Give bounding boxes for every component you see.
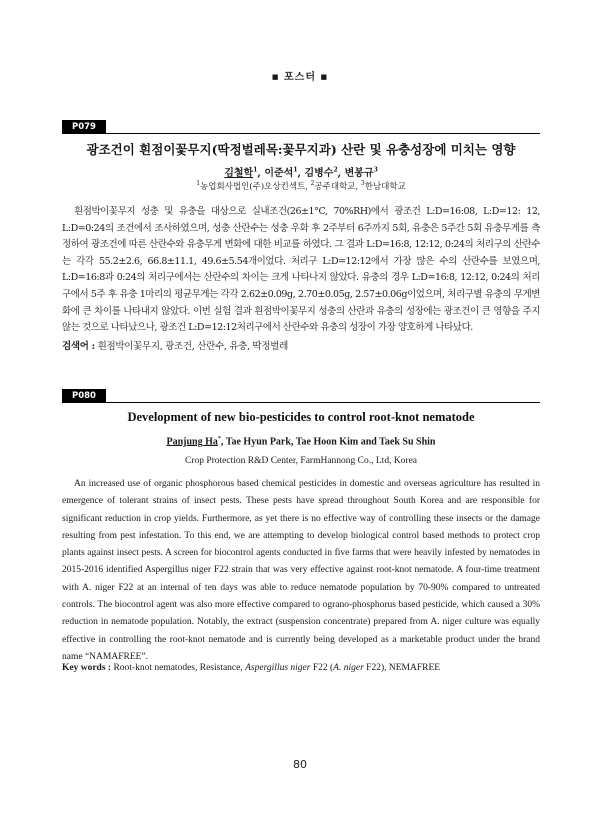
section-header bbox=[0, 68, 600, 83]
affiliation-list: $^1$농업회사법인(주)오상킨섹트, $^2$공주대학교, $^3$한남대학교 bbox=[196, 180, 406, 192]
paper-number-tag: P079 bbox=[62, 120, 106, 134]
section-divider bbox=[62, 402, 540, 403]
author: 변봉규 bbox=[344, 168, 374, 179]
paper-title: 광조건이 흰점이꽃무지(딱정벌레목:꽃무지과) 산란 및 유충성장에 미치는 영향 bbox=[86, 142, 516, 157]
presenting-author: 김철학 bbox=[224, 168, 254, 179]
abstract-text: 흰점박이꽃무지 성충 및 유충을 대상으로 실내조건(26±1°C, 70%RH)에서 광조건 L:D=16:08, L:D=12: 12, L:D=0:24의 조건에서 조사하였으며, 성충 산란수는 성충 우화 후 2주부터 6주까지 5회, 유충은 5주간 5회 유충무게를 측정하여 광조건에 따른 산란수와 유충무게 변화에 대한 비교를 하였다. 그 결과 L:D=16:8, 12:12, 0:24의 처리구의 산란수는 각각 55.2±2.6, 66.8±11.1, 49.6±5.54개이었다. 처리구 L:D=12:12에서 가장 많은 수의 산란수를 보였으며, L:D=16:8과 0:24의 처리구에서는 산란수의 차이는 크게 나타나지 않았다. 유충의 경우 L:D=16:8, 12:12, 0:24의 처리구에서 5주 후 유충 1마리의 평균무게는 각각 2.62±0.09g, 2.70±0.05g, 2.57±0.06g이었으며, 처리구별 유충의 무게변화에 큰 차이를 나타내지 않았다. 이번 실험 결과 흰점박이꽃무지 성충의 산란과 유충의 성장에는 광조건이 큰 영향을 주지 않는 것으로 나타났으나, 광조건 L:D=12:12처리구에서 산란수와 유충의 성장이 가장 양호하게 나타났다. bbox=[62, 206, 540, 334]
affiliation: 한남대학교 bbox=[364, 182, 406, 192]
abstract-body bbox=[62, 204, 540, 337]
affiliation: 공주대학교 bbox=[314, 182, 356, 192]
keywords-label: Key words : bbox=[62, 663, 112, 673]
affiliation: 농업회사법인(주)오상킨섹트 bbox=[200, 182, 306, 192]
keywords-species: A. niger bbox=[333, 663, 364, 673]
affiliation: Crop Protection R&D Center, FarmHannong Co., Ltd, Korea bbox=[184, 456, 418, 466]
square-bullet-icon: ■ bbox=[320, 73, 329, 81]
presenting-author: Panjung Ha bbox=[166, 436, 218, 448]
page-number: 80 bbox=[293, 758, 307, 771]
author-list: Panjung Ha*, Tae Hyun Park, Tae Hoon Kim and Taek Su Shin bbox=[166, 436, 436, 448]
keywords-text: F22), NEMAFREE bbox=[366, 663, 441, 673]
keywords-line bbox=[62, 663, 540, 673]
keywords-species: Aspergillus niger bbox=[245, 663, 311, 673]
keywords-line bbox=[62, 338, 540, 352]
abstract-text: An increased use of organic phosphorous based chemical pesticides in domestic and overseas agriculture has resulted in emergence of tolerant strains of insect pests. These pests have spread throughout South Korea and are responsible for significant reduction in crop yields. Furthermore, as yet there is no effective way of controlling these insects or the damage resulting from pest infestation. To this end, we are attempting to develop biological control based methods to protect crop plants against insect pests. A screen for biocontrol agents conducted in five farms that were heavily infested by nematodes in 2015-2016 identified Aspergillus niger F22 strain that was very effective against root-knot nematode. A four-time treatment with A. niger F22 at an internal of ten days was able to reduce nematode population by 70-90% compared to untreated controls. The biocontrol agent was also more effective compared to ograno-phosphorus based pesticide, which caused a 30% reduction in nematode population. Notably, the extract (suspension concentrate) prepared from A. niger culture was equally effective in controlling the root-knot nematode and is currently being developed as a marketable product under the brand name “NAMAFREE”. bbox=[62, 479, 540, 662]
section-label: 포스터 bbox=[284, 72, 316, 83]
author: 김병수 bbox=[304, 168, 334, 179]
keywords-text: 흰점박이꽃무지, 광조건, 산란수, 유충, 딱정벌레 bbox=[97, 341, 289, 352]
author: 이준석 bbox=[264, 168, 294, 179]
paper-number-tag: P080 bbox=[62, 389, 106, 403]
author-connector: and bbox=[360, 436, 377, 448]
paper-title: Development of new bio-pesticides to control root-knot nematode bbox=[127, 410, 475, 424]
author: Tae Hyun Park bbox=[225, 436, 291, 448]
author: Taek Su Shin bbox=[379, 436, 436, 448]
square-bullet-icon: ■ bbox=[271, 73, 280, 81]
keywords-text: F22 ( bbox=[312, 663, 334, 673]
section-divider bbox=[62, 133, 540, 134]
abstract-body bbox=[62, 476, 540, 666]
keywords-text: Root-knot nematodes, Resistance, bbox=[113, 663, 243, 673]
keywords-label: 검색어 : bbox=[62, 341, 95, 352]
author: Tae Hoon Kim bbox=[295, 436, 359, 448]
author-list: 김철학$^1$, 이준석$^1$, 김병수$^2$, 변봉규$^3$ bbox=[224, 166, 378, 179]
